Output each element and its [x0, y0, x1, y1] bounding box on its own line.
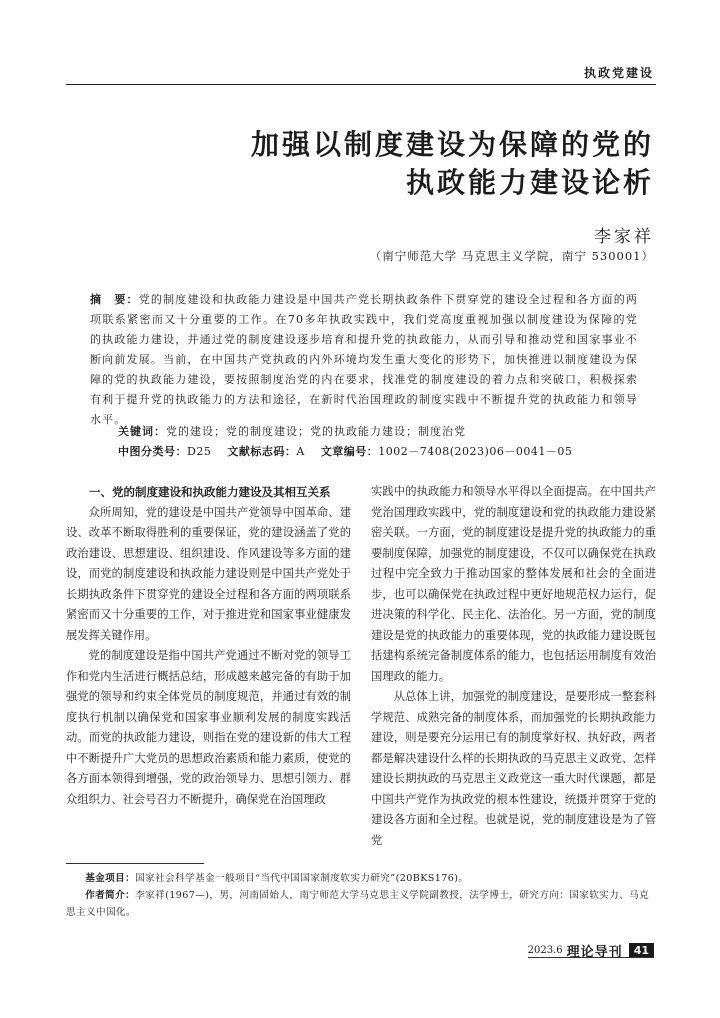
- body-column-right: [371, 482, 656, 851]
- folio-rule: [528, 957, 654, 958]
- keywords-label: 关键词：: [118, 425, 166, 438]
- paragraph: 党的制度建设是指中国共产党通过不断对党的领导工作和党内生活进行概括总结，形成越来越完备的有助于加强党的领导和约束全体党员的制度规范，并通过有效的制度执行机制以确保党和国家事业顺利发展的制度实践活动。而党的执政能力建设，则指在党的建设新的伟大工程中不断提升广大党员的思想政治素质和能力素质，使党的各方面本领得到增强，党的政治领导力、思想引领力、群众组织力、社会号召力不断提升，确保党在治国理政: [66, 649, 351, 806]
- classification-line: [118, 443, 572, 459]
- funding-text: 国家社会科学基金一般项目“当代中国国家制度软实力研究”(20BKS176)。: [135, 873, 469, 884]
- running-header: 执政党建设: [583, 66, 654, 80]
- doc-code: A: [296, 445, 305, 458]
- article-number: 1002－7408(2023)06－0041－05: [378, 445, 573, 458]
- body-column-left: [66, 482, 351, 810]
- clc-code: D25: [187, 445, 212, 458]
- author-affiliation: （南宁师范大学 马克思主义学院，南宁 530001）: [369, 249, 654, 263]
- footnote-rule: [66, 863, 204, 864]
- clc-label: 中图分类号：: [118, 445, 187, 458]
- funding-label: 基金项目：: [85, 873, 136, 884]
- doc-code-label: 文献标志码：: [227, 445, 297, 458]
- funding-note: [66, 870, 656, 887]
- author-bio-note: [66, 887, 656, 921]
- article-title: [251, 126, 654, 202]
- abstract: [90, 290, 638, 430]
- journal-name: 理论导刊: [566, 945, 623, 960]
- author-bio-label: 作者简介：: [85, 890, 136, 901]
- paragraph: 从总体上讲，加强党的制度建设，是要形成一整套科学规范、成熟完备的制度体系，而加强党的长期执政能力建设，则是要充分运用已有的制度掌好权、执好政，两者都是解决建设什么样的长期执政的马克思主义政党、怎样建设长期执政的马克思主义政党这一重大时代课题，都是中国共产党作为执政党的根本性建设，统摄并贯穿于党的建设各方面和全过程。也就是说，党的制度建设是为了管党: [371, 690, 656, 847]
- abstract-text: 党的制度建设和执政能力建设是中国共产党长期执政条件下贯穿党的建设全过程和各方面的两项联系紧密而又十分重要的工作。在70多年执政实践中，我们党高度重视加强以制度建设为保障的党的执政能力建设，并通过党的制度建设逐步培育和提升党的执政能力，从而引导和推动党和国家事业不断向前发展。当前，在中国共产党执政的内外环境均发生重大变化的形势下，加快推进以制度建设为保障的党的执政能力建设，要按照制度治党的内在要求，找准党的制度建设的着力点和突破口，积极探索有利于提升党的执政能力的方法和途径，在新时代治国理政的制度实践中不断提升党的执政能力和领导水平。: [90, 293, 638, 426]
- keywords-text: 党的建设；党的制度建设；党的执政能力建设；制度治党: [166, 425, 466, 438]
- issue-date: 2023.6: [527, 945, 563, 956]
- header-rule: [66, 84, 656, 85]
- article-number-label: 文章编号：: [320, 445, 379, 458]
- author-bio-text: 李家祥(1967—)，男，河南固始人，南宁师范大学马克思主义学院副教授，法学博士，研究方向：国家软实力、马克思主义中国化。: [66, 890, 650, 918]
- section-heading: 一、党的制度建设和执政能力建设及其相互关系: [89, 485, 331, 499]
- author-name: 李家祥: [594, 227, 654, 247]
- paragraph: 众所周知，党的建设是中国共产党领导中国革命、建设、改革不断取得胜利的重要保证，党的建设涵盖了党的政治建设、思想建设、组织建设、作风建设等多方面的建设，而党的制度建设和执政能力建设则是中国共产党处于长期执政条件下贯穿党的建设全过程和各方面的两项联系紧密而又十分重要的工作，对于推进党和国家事业健康发展发挥关键作用。: [66, 505, 351, 642]
- footnotes: [66, 870, 656, 921]
- keywords: [118, 423, 466, 439]
- abstract-label: 摘 要：: [90, 293, 139, 306]
- paragraph: 实践中的执政能力和领导水平得以全面提高。在中国共产党治国理政实践中，党的制度建设和党的执政能力建设紧密关联。一方面，党的制度建设是提升党的执政能力的重要制度保障，加强党的制度建设，不仅可以确保党在执政过程中完全致力于推动国家的整体发展和社会的全面进步，也可以确保党在执政过程中更好地规范权力运行，促进决策的科学化、民主化、法治化。另一方面，党的制度建设是党的执政能力的重要体现，党的执政能力建设既包括建构系统完备制度体系的能力，也包括运用制度有效治国理政的能力。: [371, 485, 656, 683]
- title-line-1: 加强以制度建设为保障的党的: [250, 128, 654, 161]
- page-number: 41: [629, 943, 654, 958]
- title-line-2: 执政能力建设论析: [405, 166, 654, 199]
